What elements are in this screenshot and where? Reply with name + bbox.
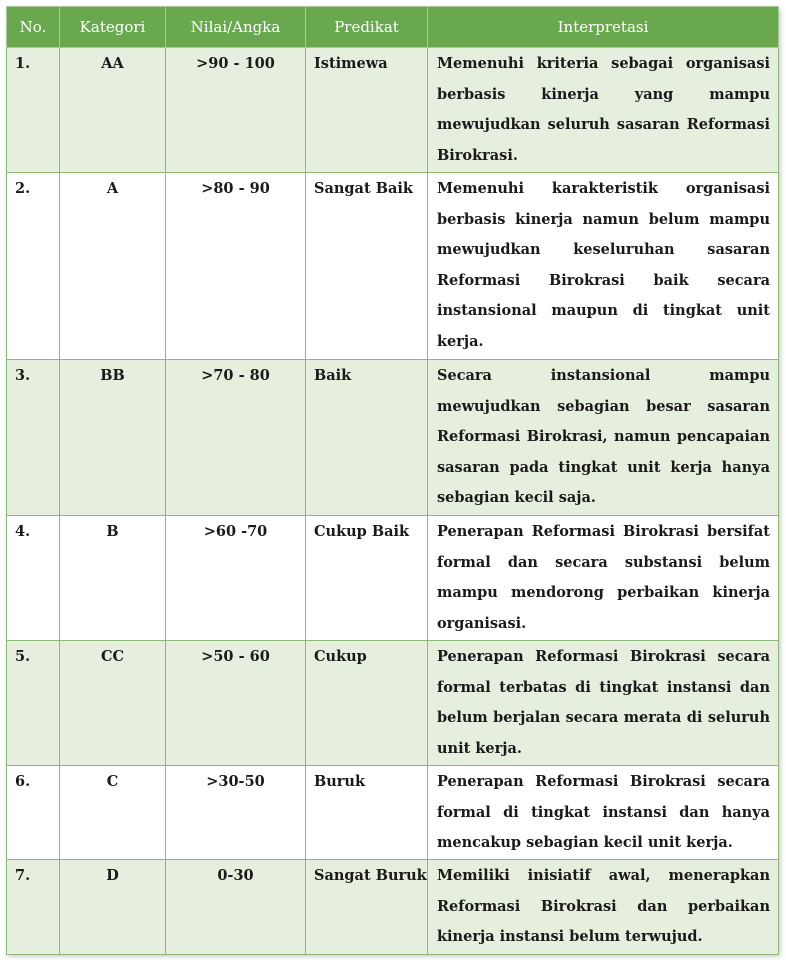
table-container <box>6 6 778 953</box>
cell-kategori: D <box>60 860 166 955</box>
category-table <box>6 6 779 955</box>
header-kategori: Kategori <box>60 7 166 48</box>
cell-predikat: Cukup Baik <box>306 516 428 641</box>
table-row <box>7 860 779 955</box>
cell-no: 6. <box>7 766 60 860</box>
table-row <box>7 173 779 360</box>
cell-predikat: Cukup <box>306 641 428 766</box>
cell-kategori: AA <box>60 48 166 173</box>
cell-kategori: A <box>60 173 166 360</box>
table-row <box>7 641 779 766</box>
cell-no: 7. <box>7 860 60 955</box>
cell-kategori: BB <box>60 360 166 516</box>
cell-nilai: >70 - 80 <box>166 360 306 516</box>
cell-interpretasi: Penerapan Reformasi Birokrasi bersifat formal dan secara substansi belum mampu mendorong perbaikan kinerja organisasi. <box>428 516 779 641</box>
cell-interpretasi: Penerapan Reformasi Birokrasi secara formal di tingkat instansi dan hanya mencakup sebagian kecil unit kerja. <box>428 766 779 860</box>
cell-interpretasi: Penerapan Reformasi Birokrasi secara formal terbatas di tingkat instansi dan belum berjalan secara merata di seluruh unit kerja. <box>428 641 779 766</box>
header-predikat: Predikat <box>306 7 428 48</box>
cell-interpretasi: Memenuhi kriteria sebagai organisasi berbasis kinerja yang mampu mewujudkan seluruh sasaran Reformasi Birokrasi. <box>428 48 779 173</box>
header-nilai: Nilai/Angka <box>166 7 306 48</box>
cell-interpretasi: Memenuhi karakteristik organisasi berbasis kinerja namun belum mampu mewujudkan keseluruhan sasaran Reformasi Birokrasi baik secara instansional maupun di tingkat unit kerja. <box>428 173 779 360</box>
table-row <box>7 516 779 641</box>
cell-predikat: Sangat Buruk <box>306 860 428 955</box>
cell-kategori: CC <box>60 641 166 766</box>
cell-no: 2. <box>7 173 60 360</box>
cell-interpretasi: Memiliki inisiatif awal, menerapkan Reformasi Birokrasi dan perbaikan kinerja instansi belum terwujud. <box>428 860 779 955</box>
header-row <box>7 7 779 48</box>
cell-nilai: >90 - 100 <box>166 48 306 173</box>
cell-no: 1. <box>7 48 60 173</box>
table-row <box>7 766 779 860</box>
cell-kategori: C <box>60 766 166 860</box>
cell-nilai: >80 - 90 <box>166 173 306 360</box>
cell-nilai: >60 -70 <box>166 516 306 641</box>
table-row <box>7 48 779 173</box>
cell-kategori: B <box>60 516 166 641</box>
cell-no: 4. <box>7 516 60 641</box>
cell-nilai: >30-50 <box>166 766 306 860</box>
cell-predikat: Buruk <box>306 766 428 860</box>
cell-predikat: Sangat Baik <box>306 173 428 360</box>
cell-no: 5. <box>7 641 60 766</box>
cell-no: 3. <box>7 360 60 516</box>
table-row <box>7 360 779 516</box>
header-interpretasi: Interpretasi <box>428 7 779 48</box>
cell-nilai: 0-30 <box>166 860 306 955</box>
cell-nilai: >50 - 60 <box>166 641 306 766</box>
cell-interpretasi: Secara instansional mampu mewujudkan sebagian besar sasaran Reformasi Birokrasi, namun pencapaian sasaran pada tingkat unit kerja hanya sebagian kecil saja. <box>428 360 779 516</box>
cell-predikat: Baik <box>306 360 428 516</box>
cell-predikat: Istimewa <box>306 48 428 173</box>
header-no: No. <box>7 7 60 48</box>
